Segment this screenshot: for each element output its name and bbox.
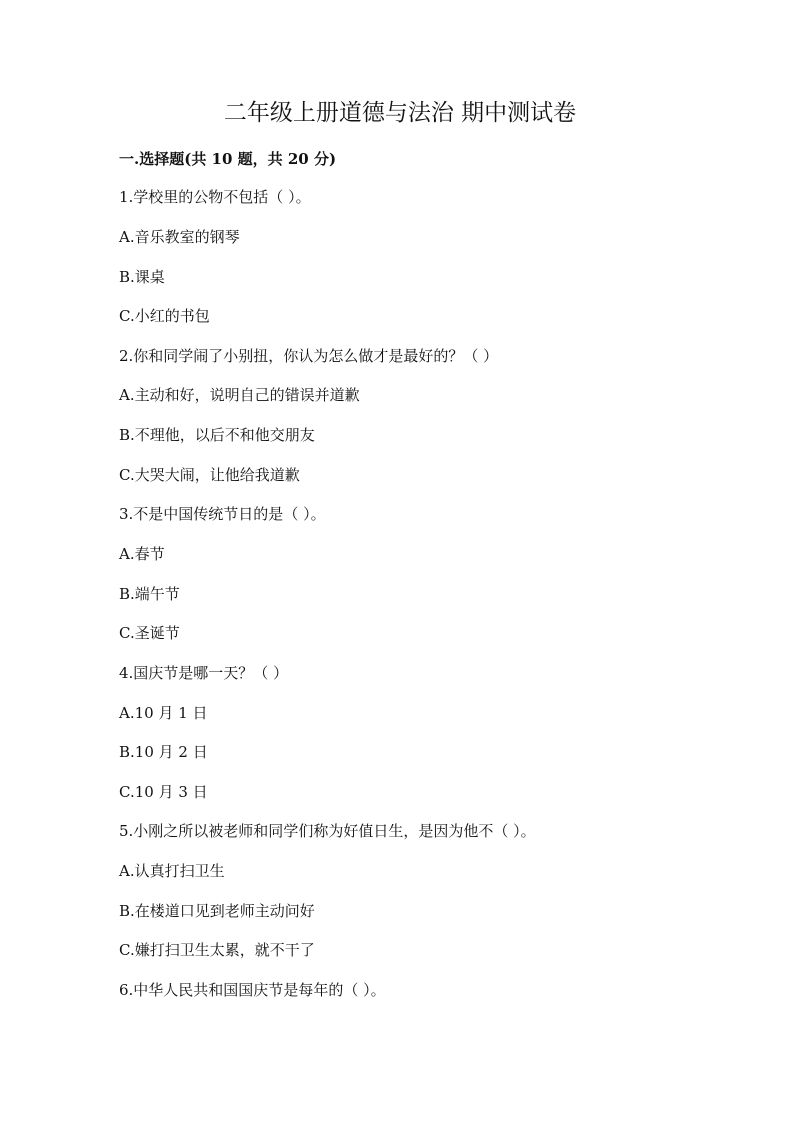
question-2-option-c: C.大哭大闹，让他给我道歉	[119, 466, 300, 484]
question-3-option-a: A.春节	[119, 545, 165, 563]
question-3-stem: 3.不是中国传统节日的是（ ）。	[119, 505, 326, 523]
question-5-option-c: C.嫌打扫卫生太累，就不干了	[119, 941, 315, 959]
question-2-stem: 2.你和同学闹了小别扭，你认为怎么做才是最好的？（ ）	[119, 347, 499, 365]
question-4-option-c: C.10 月 3 日	[119, 783, 208, 801]
question-4-option-b: B.10 月 2 日	[119, 743, 208, 761]
question-3-option-b: B.端午节	[119, 585, 180, 603]
question-5-stem: 5.小刚之所以被老师和同学们称为好值日生，是因为他不（ ）。	[119, 822, 536, 840]
section-heading: 一.选择题(共 10 题，共 20 分)	[119, 150, 337, 168]
question-2-option-b: B.不理他，以后不和他交朋友	[119, 426, 315, 444]
question-3-option-c: C.圣诞节	[119, 624, 180, 642]
question-1-option-a: A.音乐教室的钢琴	[119, 228, 240, 246]
question-5-option-b: B.在楼道口见到老师主动问好	[119, 902, 315, 920]
question-6-stem: 6.中华人民共和国国庆节是每年的（ ）。	[119, 981, 386, 999]
page-title: 二年级上册道德与法治 期中测试卷	[223, 100, 577, 126]
question-1-option-c: C.小红的书包	[119, 307, 210, 325]
question-1-stem: 1.学校里的公物不包括（ ）。	[119, 188, 311, 206]
question-4-option-a: A.10 月 1 日	[119, 704, 208, 722]
question-5-option-a: A.认真打扫卫生	[119, 862, 225, 880]
question-2-option-a: A.主动和好，说明自己的错误并道歉	[119, 386, 360, 404]
question-1-option-b: B.课桌	[119, 268, 165, 286]
question-4-stem: 4.国庆节是哪一天？（ ）	[119, 664, 289, 682]
